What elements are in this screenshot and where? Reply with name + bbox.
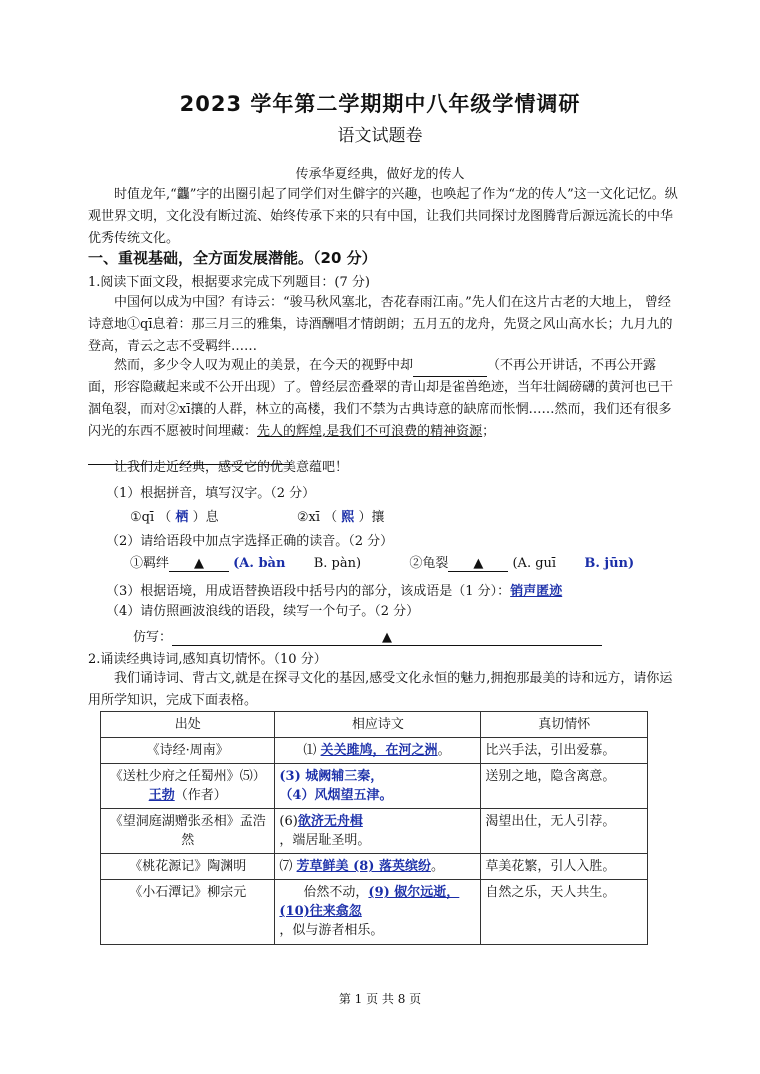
row-source: 《诗经·周南》	[101, 738, 275, 764]
sub-question-2-options	[130, 552, 730, 572]
verse-answer: 欲济无舟楫	[297, 814, 363, 829]
pinyin-qi: ①qī （	[130, 510, 172, 525]
header-verse: 相应诗文	[275, 712, 481, 738]
row-source: 《小石潭记》柳宗元	[101, 880, 275, 945]
verse-number: ⑴	[303, 743, 321, 758]
imitation-blank: ▲	[172, 630, 602, 646]
verse-suffix: ，似与游者相乐。	[279, 923, 384, 938]
passage-2-end: ；	[482, 424, 496, 439]
wavy-underlined-sentence: 先人的辉煌,是我们不可浪费的精神资源	[257, 424, 483, 439]
passage-paragraph-2	[88, 355, 680, 465]
row-verse	[275, 738, 481, 764]
verse-suffix: 。	[437, 743, 451, 758]
word-jiban: ①羁绊	[130, 556, 170, 571]
row-source	[101, 764, 275, 809]
source-suffix: （作者）	[174, 788, 227, 803]
word-qi-suffix: ）息	[192, 510, 219, 525]
source-text: 《送杜少府之任蜀州》⑸）	[109, 769, 266, 784]
row-verse	[275, 854, 481, 880]
row-feeling: 自然之乐，天人共生。	[481, 880, 648, 945]
option-pan: B. pàn)	[313, 556, 362, 571]
table-row	[101, 880, 648, 945]
passage-2-middle: （不再公开讲话，不再公开露面，形容隐藏起来或不公开出现）了。曾经层峦叠翠的青山却是雀兽绝迹，当年壮阔磅礴的黄河也已干涸龟裂，而对②xī攘的人群，林立的高楼，我们不禁为古典诗意的缺席而怅惘……然而，我们还有很多闪光的东西不愿被时间埋藏：	[88, 358, 674, 439]
row-feeling: 草美花繁，引人入胜。	[481, 854, 648, 880]
answer-xi: 熙	[341, 510, 355, 525]
imitation-line	[133, 626, 733, 646]
word-guilie: ②龟裂	[409, 556, 449, 571]
table-row	[101, 764, 648, 809]
verse-answer: 芳草鲜美 (8) 落英缤纷	[296, 859, 431, 874]
row-feeling: 比兴手法，引出爱慕。	[481, 738, 648, 764]
option-jun: B. jūn)	[584, 556, 635, 571]
header-source: 出处	[101, 712, 275, 738]
row-verse	[275, 880, 481, 945]
verse-suffix: ，端居耻圣明。	[279, 833, 371, 848]
row-feeling: 渴望出仕，无人引荐。	[481, 809, 648, 854]
verse-answer-3: (3) 城阙辅三秦，	[279, 769, 384, 784]
poem-table	[100, 711, 648, 945]
section-1-heading: 一、重视基础，全方面发展潜能。（20 分）	[88, 249, 377, 267]
verse-answer: 关关雎鸠，在河之洲	[320, 743, 438, 758]
verse-answer-4: （4）风烟望五津。	[279, 788, 393, 803]
header-feeling: 真切情怀	[481, 712, 648, 738]
passage-paragraph-1: 中国何以成为中国？有诗云：“骏马秋风塞北，杏花春雨江南。”先人们在这片古老的大地上， 曾经诗意地①qī息着：那三月三的雅集，诗酒酬唱才情朗朗；五月五的龙舟，先贤之风山高水长；九月九的登高，青云之志不受羁绊……	[88, 295, 673, 354]
sub-question-1-answers	[130, 506, 730, 525]
table-row	[101, 809, 648, 854]
sub-question-4: （4）请仿照画波浪线的语段，续写一个句子。（2 分）	[106, 604, 420, 619]
row-verse	[275, 809, 481, 854]
question-2-title: 2.诵读经典诗词,感知真切情怀。（10 分）	[88, 652, 327, 667]
sub-question-3-text: （3）根据语境，用成语替换语段中括号内的部分，该成语是（1 分）：	[106, 584, 511, 599]
passage-paragraph-3: 让我们走近经典，感受它的优美意蕴吧！	[114, 460, 349, 475]
verse-answer: (9) 俶尔远逝， (10)往来翕忽	[279, 885, 460, 919]
question-2-intro: 我们诵诗词、背古文,就是在探寻文化的基因,感受文化永恒的魅力,拥抱那最美的诗和远方，请你运用所学知识，完成下面表格。	[88, 671, 673, 708]
row-verse	[275, 764, 481, 809]
pinyin-xi: ②xī （	[296, 510, 338, 525]
table-row	[101, 854, 648, 880]
verse-number: (6)	[279, 814, 298, 829]
page-footer: 第 1 页 共 8 页	[338, 992, 422, 1006]
sub-question-2: （2）请给语段中加点字选择正确的读音。（2 分）	[106, 534, 394, 549]
imitation-label: 仿写：	[133, 630, 173, 645]
option-gui: (A. guī	[512, 556, 557, 571]
verse-prefix: 佁然不动，	[303, 885, 369, 900]
author-answer: 王勃	[148, 788, 175, 803]
option-ban: (A. bàn	[233, 556, 286, 571]
sub-question-3	[106, 580, 706, 599]
exam-subtitle: 语文试题卷	[337, 126, 423, 146]
verse-number: ⑺	[279, 859, 297, 874]
exam-title: 2023 学年第二学期期中八年级学情调研	[179, 92, 581, 116]
verse-suffix: 。	[430, 859, 444, 874]
row-feeling: 送别之地，隐含离意。	[481, 764, 648, 809]
theme-line: 传承华夏经典，做好龙的传人	[295, 167, 465, 182]
question-1-title: 1.阅读下面文段，根据要求完成下列题目：(7 分)	[88, 275, 370, 290]
passage-2-start: 然而，多少令人叹为观止的美景，在今天的视野中却	[114, 358, 414, 373]
answer-blank-guilie: ▲	[448, 556, 508, 572]
row-source: 《桃花源记》陶渊明	[101, 854, 275, 880]
word-xi-suffix: ）攘	[358, 510, 385, 525]
table-header-row	[101, 712, 648, 738]
answer-blank-jiban: ▲	[169, 556, 229, 572]
idiom-blank	[413, 362, 487, 377]
intro-paragraph: 时值龙年,“龘”字的出圈引起了同学们对生僻字的兴趣，也唤起了作为“龙的传人”这一文化记忆。纵观世界文明，文化没有断过流、始终传承下来的只有中国，让我们共同探讨龙图腾背后源远流长的中华优秀传统文化。	[88, 187, 678, 246]
table-row	[101, 738, 648, 764]
row-source: 《望洞庭湖赠张丞相》孟浩然	[101, 809, 275, 854]
sub-question-1: （1）根据拼音，填写汉字。（2 分）	[106, 486, 316, 501]
idiom-answer: 销声匿迹	[510, 584, 563, 599]
answer-qi: 栖	[175, 510, 189, 525]
